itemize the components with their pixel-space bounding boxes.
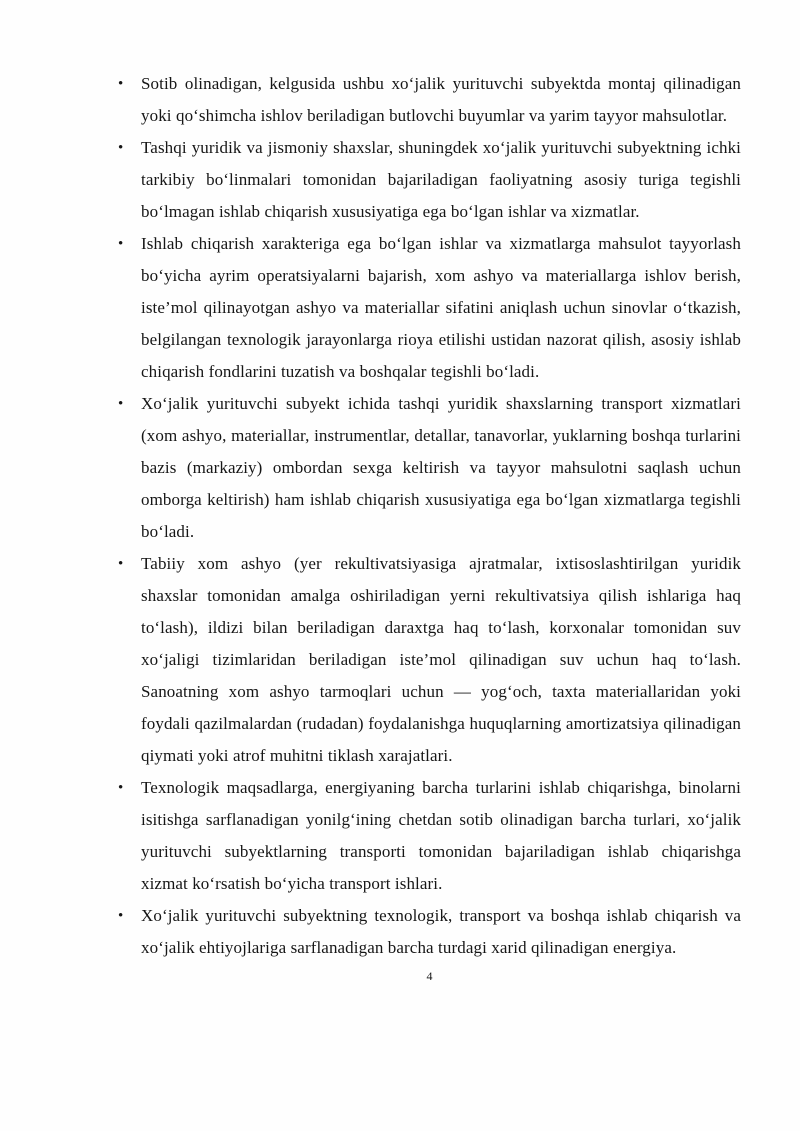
bullet-icon: • (118, 76, 124, 92)
bullet-text: Tabiiy xom ashyo (yer rekultivatsiyasiga ajratmalar, ixtisoslashtirilgan yuridik shaxslar tomonidan amalga oshiriladigan yerni rekultivatsiya qilish ishlariga haq to‘lash), ildizi bilan beriladigan daraxtga haq to‘lash, korxonalar tomonidan suv xo‘jaligi tizimlaridan beriladigan iste’mol qilinadigan suv uchun haq to‘lash. Sanoatning xom ashyo tarmoqlari uchun — yog‘och, taxta materiallaridan yoki foydali qazilmalardan (rudadan) foydalanishga huquqlarning amortizatsiya qilinadigan qiymati yoki atrof muhitni tiklash xarajatlari. (141, 554, 741, 765)
bullet-text: Xo‘jalik yurituvchi subyektning texnologik, transport va boshqa ishlab chiqarish va xo‘jalik ehtiyojlariga sarflanadigan barcha turdagi xarid qilinadigan energiya. (141, 906, 741, 957)
bullet-item (118, 388, 741, 548)
bullet-text: Xo‘jalik yurituvchi subyekt ichida tashqi yuridik shaxslarning transport xizmatlari (xom ashyo, materiallar, instrumentlar, detallar, tanavorlar, yuklarning boshqa turlarini bazis (markaziy) ombordan sexga keltirish va tayyor mahsulotni saqlash uchun omborga keltirish) ham ishlab chiqarish xususiyatiga ega bo‘lgan xizmatlarga tegishli bo‘ladi. (141, 394, 741, 541)
bullet-list (118, 68, 741, 964)
bullet-text: Sotib olinadigan, kelgusida ushbu xo‘jalik yurituvchi subyektda montaj qilinadigan yoki qo‘shimcha ishlov beriladigan butlovchi buyumlar va yarim tayyor mahsulotlar. (141, 74, 741, 125)
bullet-item (118, 132, 741, 228)
bullet-icon: • (118, 396, 124, 412)
bullet-icon: • (118, 556, 124, 572)
bullet-icon: • (118, 236, 124, 252)
bullet-item (118, 772, 741, 900)
bullet-item (118, 228, 741, 388)
bullet-icon: • (118, 140, 124, 156)
bullet-text: Texnologik maqsadlarga, energiyaning barcha turlarini ishlab chiqarishga, binolarni isitishga sarflanadigan yonilg‘ining chetdan sotib olinadigan barcha turlari, xo‘jalik yurituvchi subyektlarning transporti tomonidan bajariladigan ishlab chiqarishga xizmat ko‘rsatish bo‘yicha transport ishlari. (141, 778, 741, 893)
page-number: 4 (426, 969, 433, 983)
bullet-text: Tashqi yuridik va jismoniy shaxslar, shuningdek xo‘jalik yurituvchi subyektning ichki tarkibiy bo‘linmalari tomonidan bajariladigan faoliyatning asosiy turiga tegishli bo‘lmagan ishlab chiqarish xususiyatiga ega bo‘lgan ishlar va xizmatlar. (141, 138, 741, 221)
bullet-text: Ishlab chiqarish xarakteriga ega bo‘lgan ishlar va xizmatlarga mahsulot tayyorlash bo‘yicha ayrim operatsiyalarni bajarish, xom ashyo va materiallarga ishlov berish, iste’mol qilinayotgan ashyo va materiallar sifatini aniqlash uchun sinovlar o‘tkazish, belgilangan texnologik jarayonlarga rioya etilishi ustidan nazorat qilish, asosiy ishlab chiqarish fondlarini tuzatish va boshqalar tegishli bo‘ladi. (141, 234, 741, 381)
bullet-item (118, 900, 741, 964)
bullet-item (118, 548, 741, 772)
bullet-icon: • (118, 780, 124, 796)
bullet-item (118, 68, 741, 132)
bullet-icon: • (118, 908, 124, 924)
